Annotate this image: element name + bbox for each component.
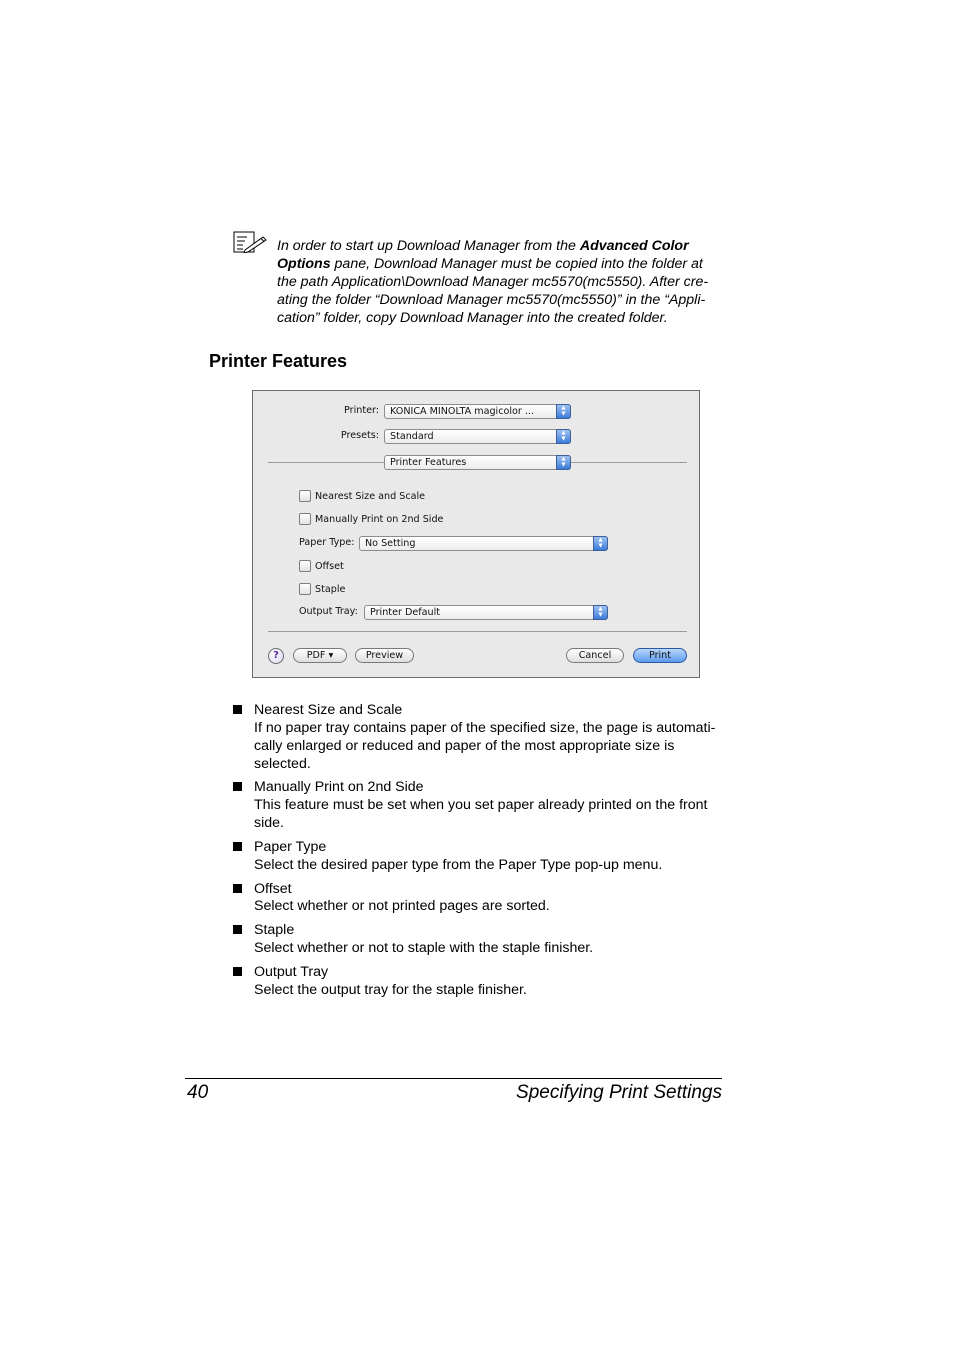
updown-arrows-icon: ▲ ▼ bbox=[593, 605, 608, 620]
offset-checkbox-row[interactable] bbox=[299, 560, 344, 572]
staple-checkbox[interactable] bbox=[299, 583, 311, 595]
printer-label: Printer: bbox=[344, 405, 379, 416]
paper-type-select[interactable] bbox=[359, 536, 608, 551]
separator bbox=[268, 462, 384, 463]
paper-type-label: Paper Type: bbox=[299, 537, 355, 548]
item-title: Manually Print on 2nd Side bbox=[254, 779, 424, 796]
footer-title: Specifying Print Settings bbox=[516, 1082, 722, 1103]
presets-label: Presets: bbox=[340, 430, 379, 441]
note-text-part: In order to start up Download Manager from the bbox=[277, 238, 580, 254]
output-tray-select[interactable] bbox=[364, 605, 608, 620]
item-description: Select whether or not to staple with the staple finisher. bbox=[254, 940, 594, 957]
item-title: Nearest Size and Scale bbox=[254, 702, 403, 718]
feature-list bbox=[232, 702, 726, 1005]
updown-arrows-icon: ▲ ▼ bbox=[556, 455, 571, 470]
square-bullet-icon bbox=[233, 925, 242, 934]
separator bbox=[268, 631, 687, 632]
nearest-size-checkbox-row[interactable] bbox=[299, 490, 425, 502]
item-description: Select the desired paper type from the Paper Type pop-up menu. bbox=[254, 856, 663, 873]
item-description: Select whether or not printed pages are sorted. bbox=[254, 898, 550, 915]
note-text-part: pane, Download Manager must be copied into the folder at the path Application\Download Manager mc5570(mc5550). After cre- ating the folder “Download Manager mc5570(mc5550)” in the “Appli- cation” folder, copy Download Manager into the created folder. bbox=[277, 255, 709, 326]
cancel-button[interactable]: Cancel bbox=[566, 648, 624, 663]
item-description: This feature must be set when you set paper already printed on the front side. bbox=[254, 797, 708, 832]
list-item bbox=[232, 922, 726, 958]
square-bullet-icon bbox=[233, 884, 242, 893]
updown-arrows-icon: ▲ ▼ bbox=[593, 536, 608, 551]
item-description: If no paper tray contains paper of the specified size, the page is automati- cally enlarged or reduced and paper of the most appropriate size is selected. bbox=[254, 719, 716, 772]
nearest-size-checkbox[interactable] bbox=[299, 490, 311, 502]
manual-2nd-side-label: Manually Print on 2nd Side bbox=[315, 513, 444, 525]
staple-checkbox-row[interactable] bbox=[299, 583, 345, 595]
note-pencil-icon bbox=[233, 231, 267, 253]
paper-type-select-value: No Setting bbox=[365, 538, 416, 549]
updown-arrows-icon: ▲ ▼ bbox=[556, 404, 571, 419]
output-tray-select-value: Printer Default bbox=[370, 607, 441, 618]
printer-select-value: KONICA MINOLTA magicolor ... bbox=[390, 406, 535, 417]
preview-button[interactable]: Preview bbox=[355, 648, 414, 663]
list-item bbox=[232, 964, 726, 1000]
square-bullet-icon bbox=[233, 705, 242, 714]
square-bullet-icon bbox=[233, 842, 242, 851]
list-item bbox=[232, 702, 726, 774]
footer-rule bbox=[185, 1078, 722, 1079]
pdf-menu-button[interactable]: PDF ▾ bbox=[293, 648, 347, 663]
presets-select[interactable] bbox=[384, 429, 571, 444]
offset-checkbox[interactable] bbox=[299, 560, 311, 572]
list-item bbox=[232, 881, 726, 917]
pane-select[interactable] bbox=[384, 455, 571, 470]
updown-arrows-icon: ▲ ▼ bbox=[556, 429, 571, 444]
offset-label: Offset bbox=[315, 560, 344, 572]
note-bold-term: Advanced Color Options bbox=[277, 238, 689, 272]
item-title: Output Tray bbox=[254, 963, 329, 980]
note-text bbox=[277, 238, 725, 328]
item-description: Select the output tray for the staple finisher. bbox=[254, 981, 527, 998]
section-title: Printer Features bbox=[209, 351, 348, 371]
printer-select[interactable] bbox=[384, 404, 571, 419]
square-bullet-icon bbox=[233, 782, 242, 791]
manual-2nd-side-checkbox[interactable] bbox=[299, 513, 311, 525]
output-tray-label: Output Tray: bbox=[299, 606, 358, 617]
presets-select-value: Standard bbox=[390, 431, 434, 442]
item-title: Staple bbox=[254, 922, 295, 939]
print-dialog bbox=[252, 390, 700, 678]
pane-select-value: Printer Features bbox=[390, 457, 467, 468]
list-item bbox=[232, 839, 726, 875]
item-title: Paper Type bbox=[254, 838, 327, 855]
list-item bbox=[232, 779, 726, 833]
square-bullet-icon bbox=[233, 967, 242, 976]
item-title: Offset bbox=[254, 880, 292, 897]
help-button[interactable]: ? bbox=[268, 648, 284, 664]
staple-label: Staple bbox=[315, 583, 346, 595]
page-number: 40 bbox=[187, 1082, 209, 1103]
nearest-size-label: Nearest Size and Scale bbox=[315, 490, 426, 502]
manual-2nd-side-checkbox-row[interactable] bbox=[299, 513, 443, 525]
print-button[interactable]: Print bbox=[633, 648, 687, 663]
separator bbox=[571, 462, 687, 463]
